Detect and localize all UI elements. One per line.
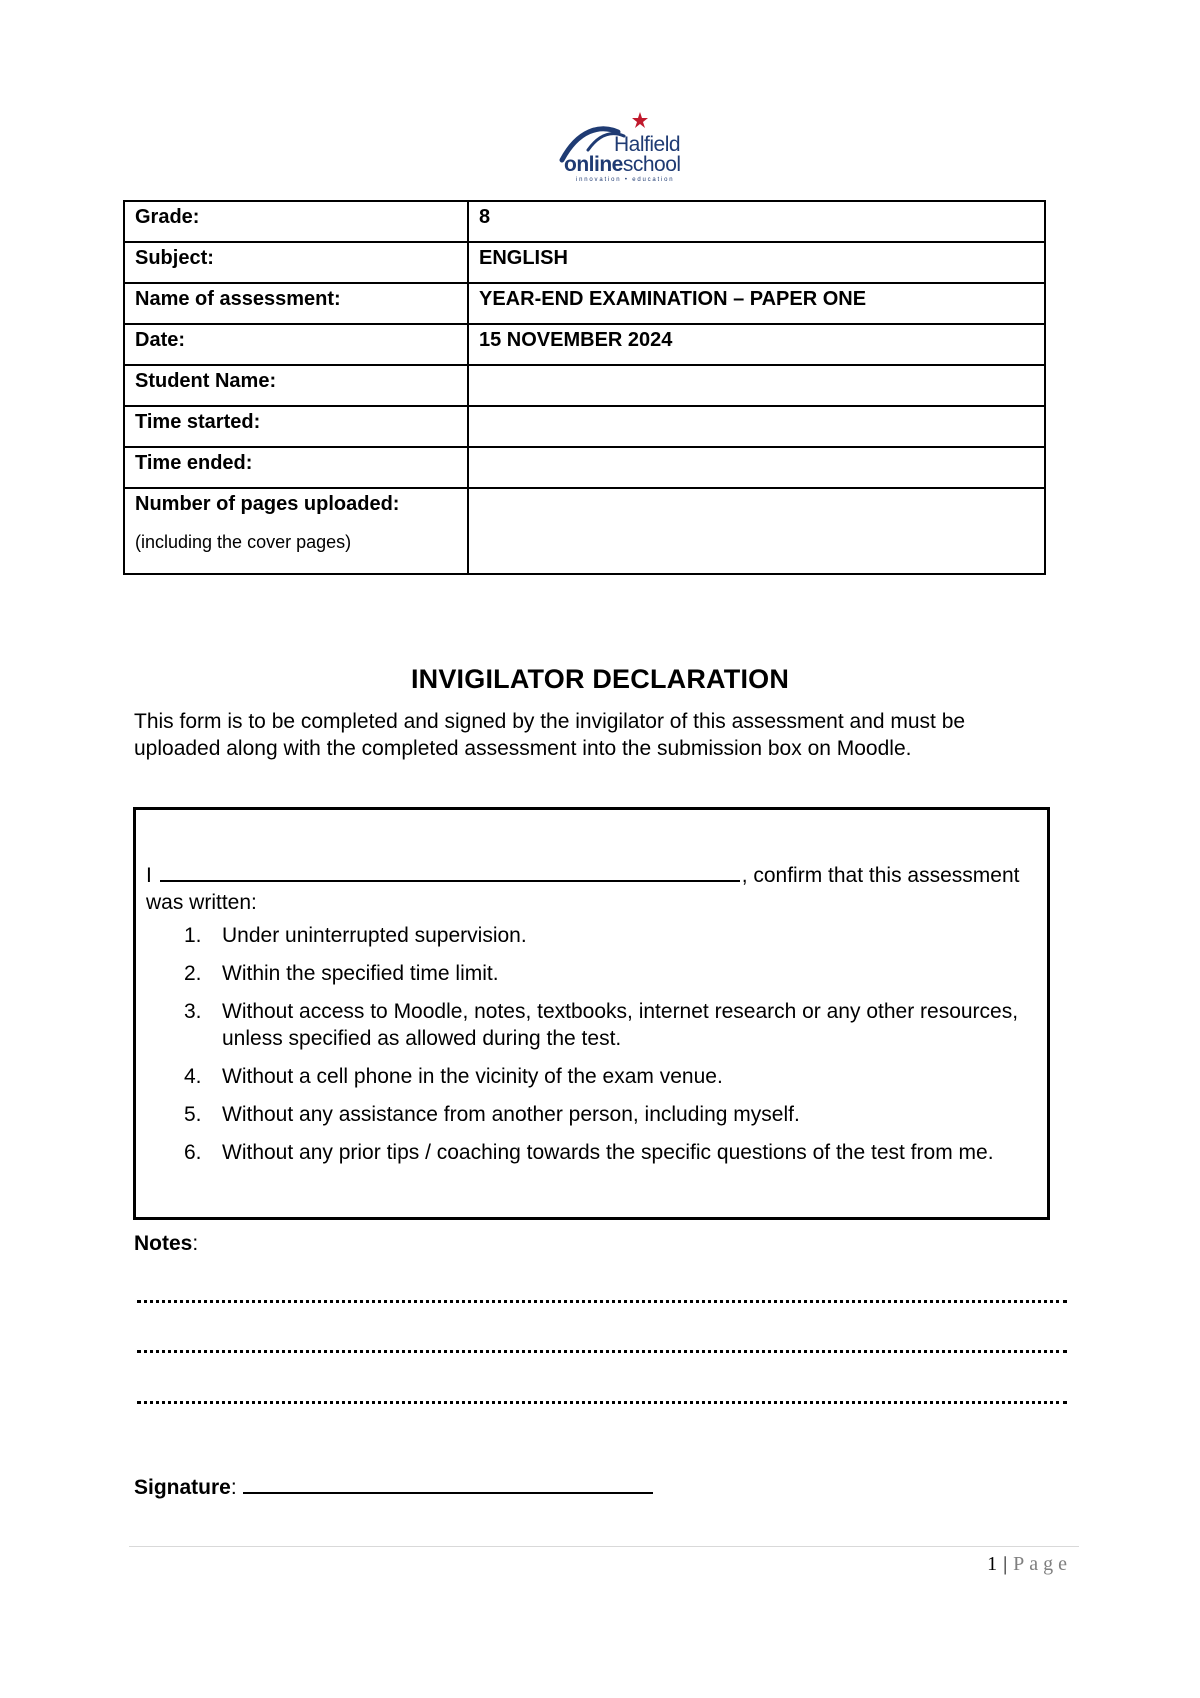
assessment-name-label: Name of assessment: [124,283,468,324]
time-ended-field[interactable] [468,447,1045,488]
list-item-number: 4. [184,1065,202,1088]
invigilator-name-blank[interactable] [160,862,740,882]
list-item-number: 1. [184,924,202,947]
page-number: 1 [987,1553,998,1575]
notes-line-2[interactable] [137,1350,1067,1353]
page-word: Page [1013,1553,1072,1575]
list-item-text: Without any prior tips / coaching towards the specific questions of the test from me. [222,1141,994,1164]
logo-text-onlineschool: onlineschool [564,153,681,176]
list-item-text: Without access to Moodle, notes, textbooks, internet research or any other resources, unless specified as allowed during the test. [222,1000,1019,1050]
time-ended-label: Time ended: [124,447,468,488]
time-started-field[interactable] [468,406,1045,447]
pages-uploaded-field[interactable] [468,488,1045,574]
statement-suffix: , confirm that this assessment was written: [146,864,1020,914]
list-item [146,1101,1046,1128]
list-item-number: 6. [184,1141,202,1164]
table-row [124,365,1045,406]
table-row [124,488,1045,574]
school-logo [548,110,690,186]
list-item-text: Without any assistance from another person, including myself. [222,1103,800,1126]
assessment-info-table [123,200,1046,575]
assessment-name-value: YEAR-END EXAMINATION – PAPER ONE [468,283,1045,324]
list-item-number: 2. [184,962,202,985]
table-row [124,242,1045,283]
list-item [146,1063,1046,1090]
date-label: Date: [124,324,468,365]
grade-value: 8 [468,201,1045,242]
logo-text-halfield: Halfield [614,133,681,156]
time-started-label: Time started: [124,406,468,447]
page-footer [987,1553,1072,1576]
student-name-field[interactable] [468,365,1045,406]
notes-line-3[interactable] [137,1401,1067,1404]
table-row [124,201,1045,242]
declaration-box [133,807,1050,1220]
signature-field[interactable] [243,1472,653,1494]
signature-label: Signature [134,1476,231,1499]
declaration-intro: This form is to be completed and signed by the invigilator of this assessment and must be uploaded along with the completed assessment into the submission box on Moodle. [134,710,966,760]
subject-value: ENGLISH [468,242,1045,283]
footer-separator: | [1003,1553,1008,1575]
footer-divider [129,1546,1079,1547]
table-row [124,283,1045,324]
page-title: INVIGILATOR DECLARATION [410,664,790,694]
table-row [124,324,1045,365]
declaration-conditions-list [146,922,1046,1177]
pages-uploaded-label: Number of pages uploaded: [135,493,400,515]
list-item [146,1139,1046,1166]
logo-tagline: innovation • education [576,177,675,183]
table-row [124,447,1045,488]
list-item-text: Without a cell phone in the vicinity of the exam venue. [222,1065,723,1088]
student-name-label: Student Name: [124,365,468,406]
statement-prefix: I [146,864,152,887]
list-item [146,998,1046,1052]
signature-row [134,1472,653,1500]
list-item-text: Within the specified time limit. [222,962,499,985]
list-item [146,960,1046,987]
signature-colon: : [230,1476,237,1499]
list-item [146,922,1046,949]
notes-line-1[interactable] [137,1300,1067,1303]
list-item-number: 3. [184,1000,202,1023]
grade-label: Grade: [124,201,468,242]
date-value: 15 NOVEMBER 2024 [468,324,1045,365]
list-item-text: Under uninterrupted supervision. [222,924,527,947]
declaration-statement [146,862,1046,916]
pages-uploaded-note: (including the cover pages) [135,532,352,552]
pages-uploaded-label-cell [124,488,468,574]
subject-label: Subject: [124,242,468,283]
table-row [124,406,1045,447]
notes-label: Notes: [134,1232,199,1255]
list-item-number: 5. [184,1103,202,1126]
